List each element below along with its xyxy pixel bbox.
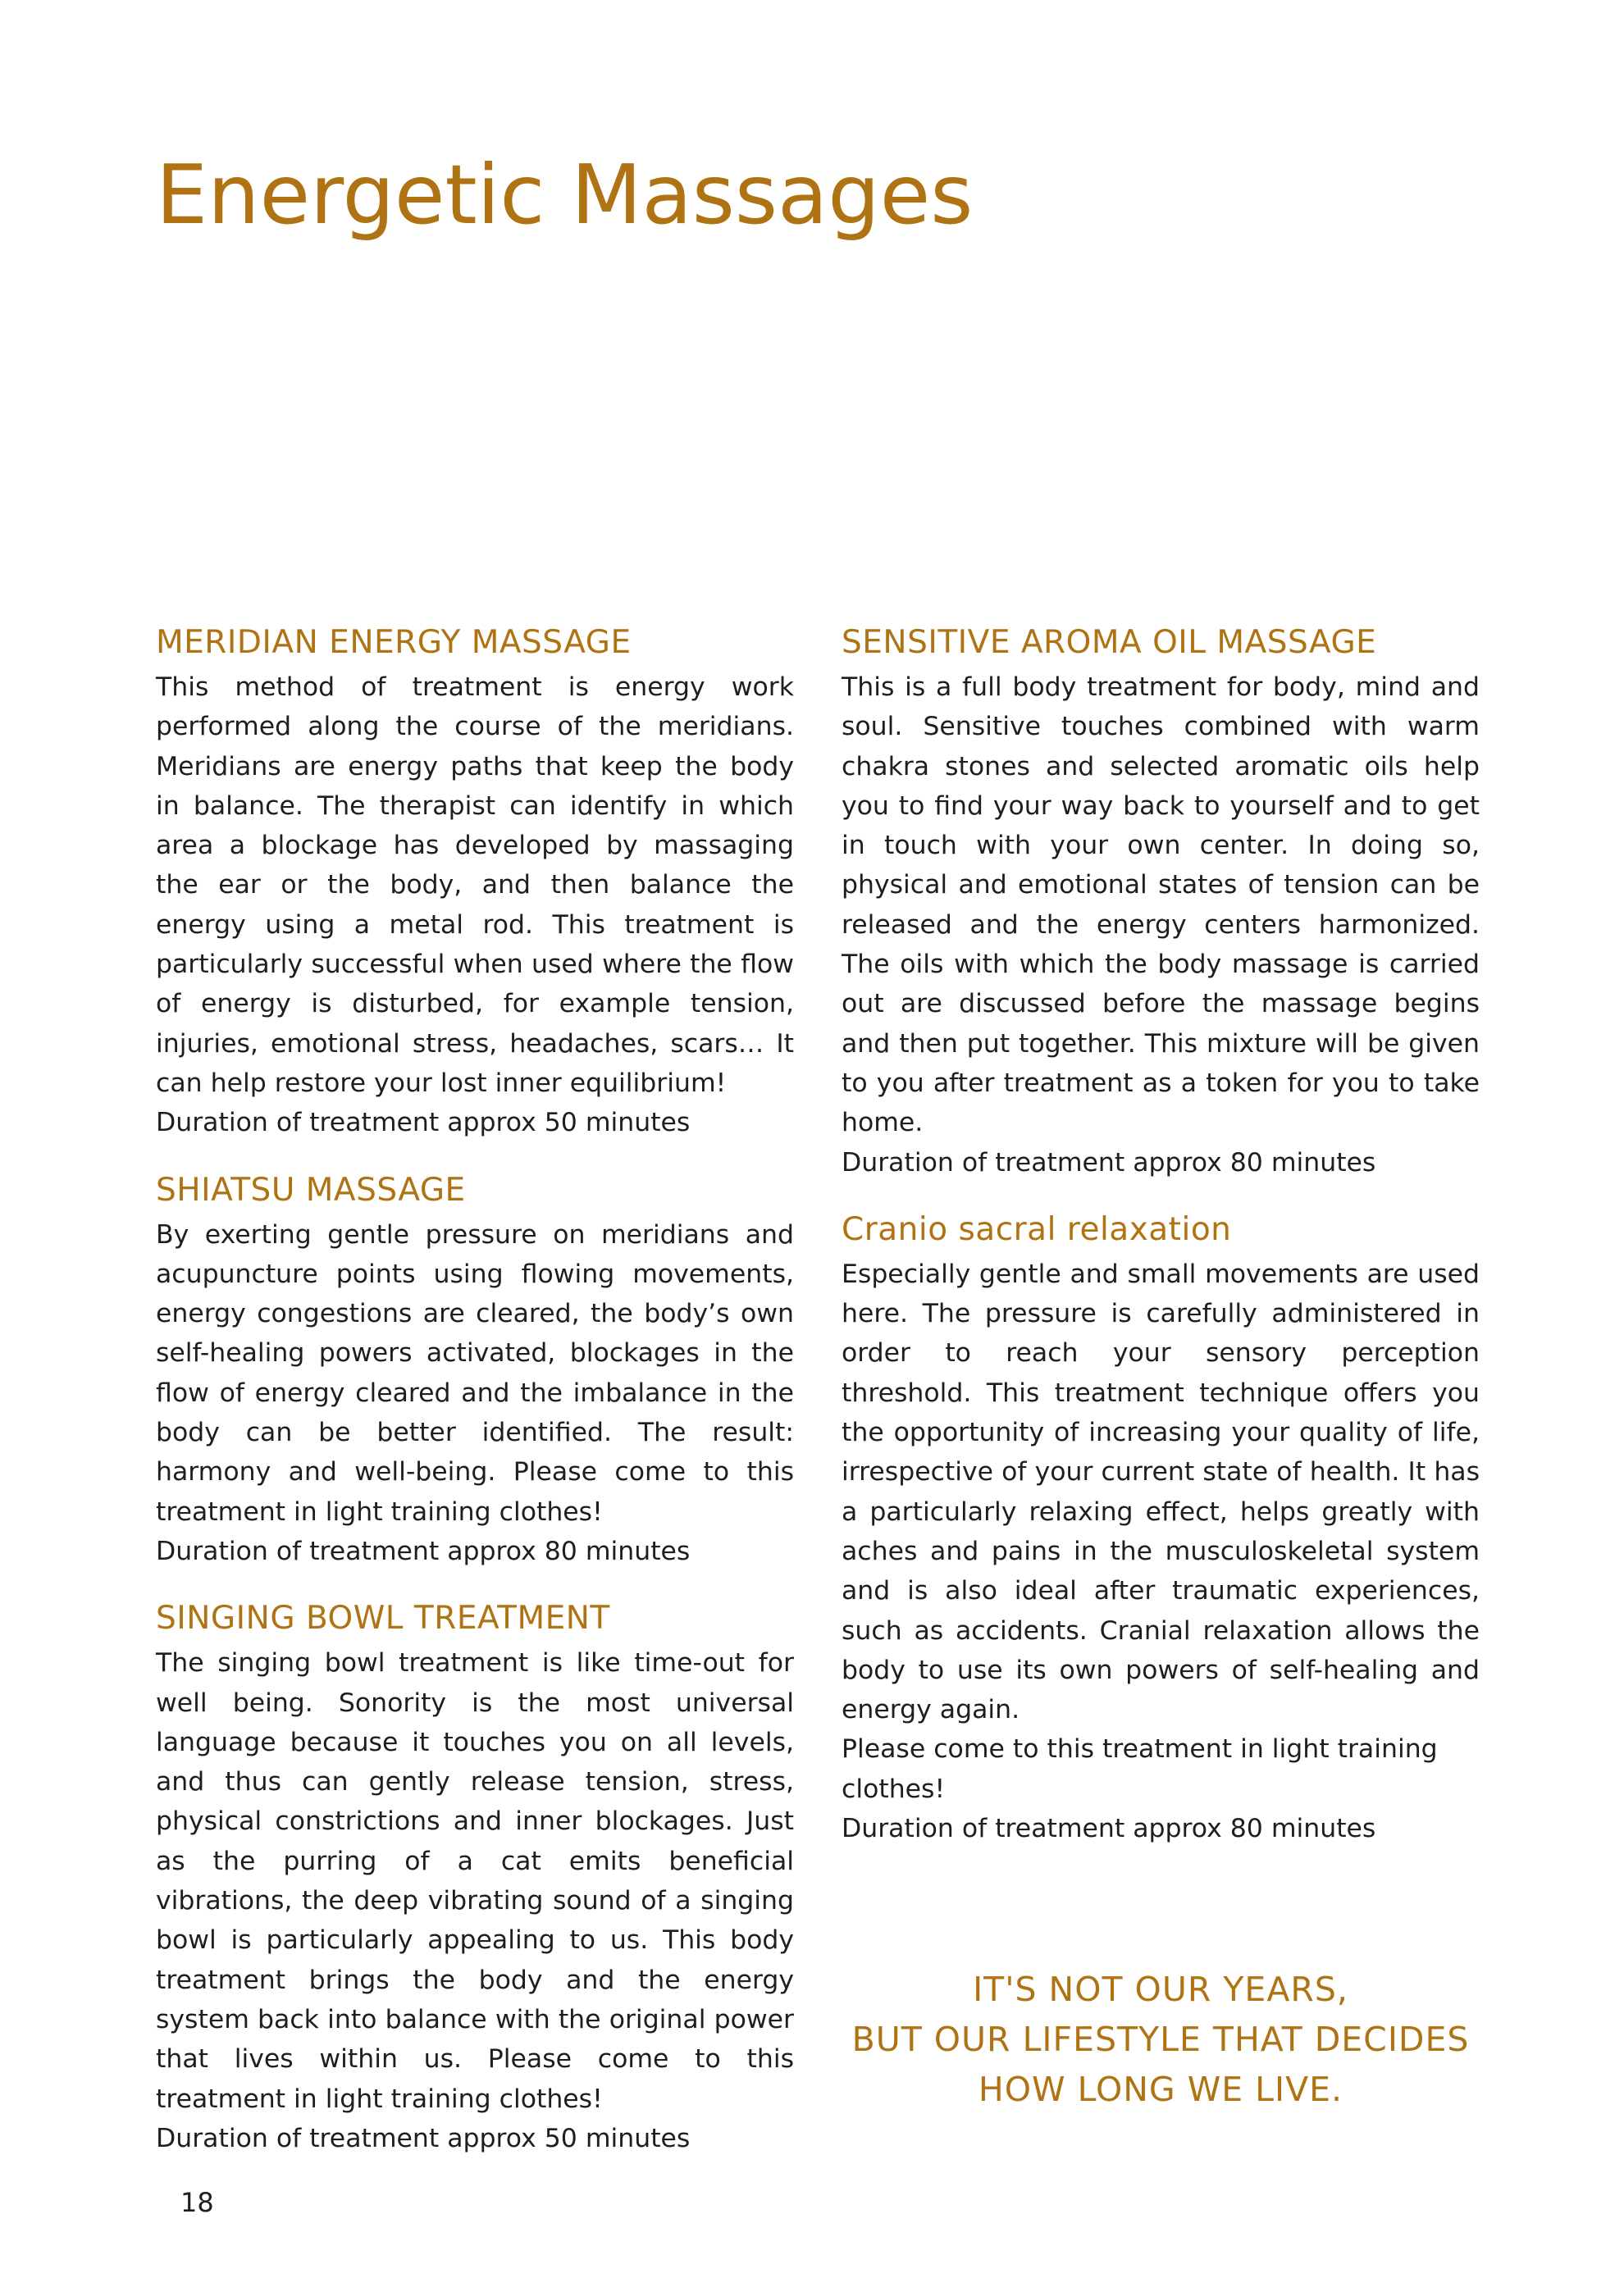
shiatsu-massage-section [156,1171,794,1572]
treatment-duration: Duration of treatment approx 80 minutes [842,1147,1376,1178]
cranio-sacral-relaxation-section [842,1210,1480,1848]
section-title: SINGING BOWL TREATMENT [156,1600,610,1638]
lifestyle-quote [842,1965,1480,2115]
left-column [156,623,794,2158]
treatment-duration: Duration of treatment approx 50 minutes [156,2123,691,2153]
section-description: The singing bowl treatment is like time-out for well being. Sonority is the most universal language because it touches you on all levels, and thus can gently release tension, stress, physical constrictions and inner blockages. Just as the purring of a cat emits beneficial vibrations, the deep vibrating sound of a singing bowl is particularly appealing to us. This body treatment brings the body and the energy system back into balance with the original power that lives within us. Please come to this treatment in light training clothes! [156,1648,794,2114]
clothing-note: Please come to this treatment in light training clothes! [842,1734,1438,1804]
section-description: This is a full body treatment for body, mind and soul. Sensitive touches combined with warm chakra stones and selected aromatic oils help you to find your way back to yourself and to get in touch with your own center. In doing so, physical and emotional states of tension can be released and the energy centers harmonized. The oils with which the body massage is carried out are discussed before the massage begins and then put together. This mixture will be given to you after treatment as a token for you to take home. [842,672,1480,1138]
right-column [842,623,1480,1848]
page-title: Energetic Massages [156,147,974,243]
quote-line: BUT OUR LIFESTYLE THAT DECIDES [851,2020,1470,2059]
section-body [156,1643,794,2158]
page-number: 18 [180,2187,214,2218]
section-title: MERIDIAN ENERGY MASSAGE [156,624,632,661]
quote-line: IT'S NOT OUR YEARS, [973,1970,1348,2009]
treatment-duration: Duration of treatment approx 80 minutes [842,1814,1376,1844]
section-description: By exerting gentle pressure on meridians and acupuncture points using flowing movements, energy congestions are cleared, the body’s own self-healing powers activated, blockages in the flow of energy cleared and the imbalance in the body can be better identified. The result: harmony and well-being. Please come to this treatment in light training clothes! [156,1219,794,1527]
treatment-duration: Duration of treatment approx 50 minutes [156,1108,691,1138]
section-body [156,1215,794,1572]
meridian-energy-massage-section [156,623,794,1143]
section-body [842,667,1480,1182]
section-title: SHIATSU MASSAGE [156,1171,466,1209]
treatment-duration: Duration of treatment approx 80 minutes [156,1536,691,1566]
section-description: Especially gentle and small movements are used here. The pressure is carefully administered in order to reach your sensory perception threshold. This treatment technique offers you the opportunity of increasing your quality of life, irrespective of your current state of health. It has a particularly relaxing effect, helps greatly with aches and pains in the musculoskeletal system and is also ideal after traumatic experiences, such as accidents. Cranial relaxation allows the body to use its own powers of self-healing and energy again. [842,1259,1480,1725]
section-description: This method of treatment is energy work performed along the course of the meridians. Meridians are energy paths that keep the body in balance. The therapist can identify in which area a blockage has developed by massaging the ear or the body, and then balance the energy using a metal rod. This treatment is particularly successful when used where the flow of energy is disturbed, for example tension, injuries, emotional stress, headaches, scars… It can help restore your lost inner equilibrium! [156,672,794,1098]
section-title: Cranio sacral relaxation [842,1210,1232,1248]
sensitive-aroma-oil-massage-section [842,623,1480,1182]
singing-bowl-treatment-section [156,1599,794,2158]
section-body [842,1255,1480,1848]
section-body [156,667,794,1143]
section-title: SENSITIVE AROMA OIL MASSAGE [842,624,1377,661]
quote-line: HOW LONG WE LIVE. [978,2070,1343,2109]
